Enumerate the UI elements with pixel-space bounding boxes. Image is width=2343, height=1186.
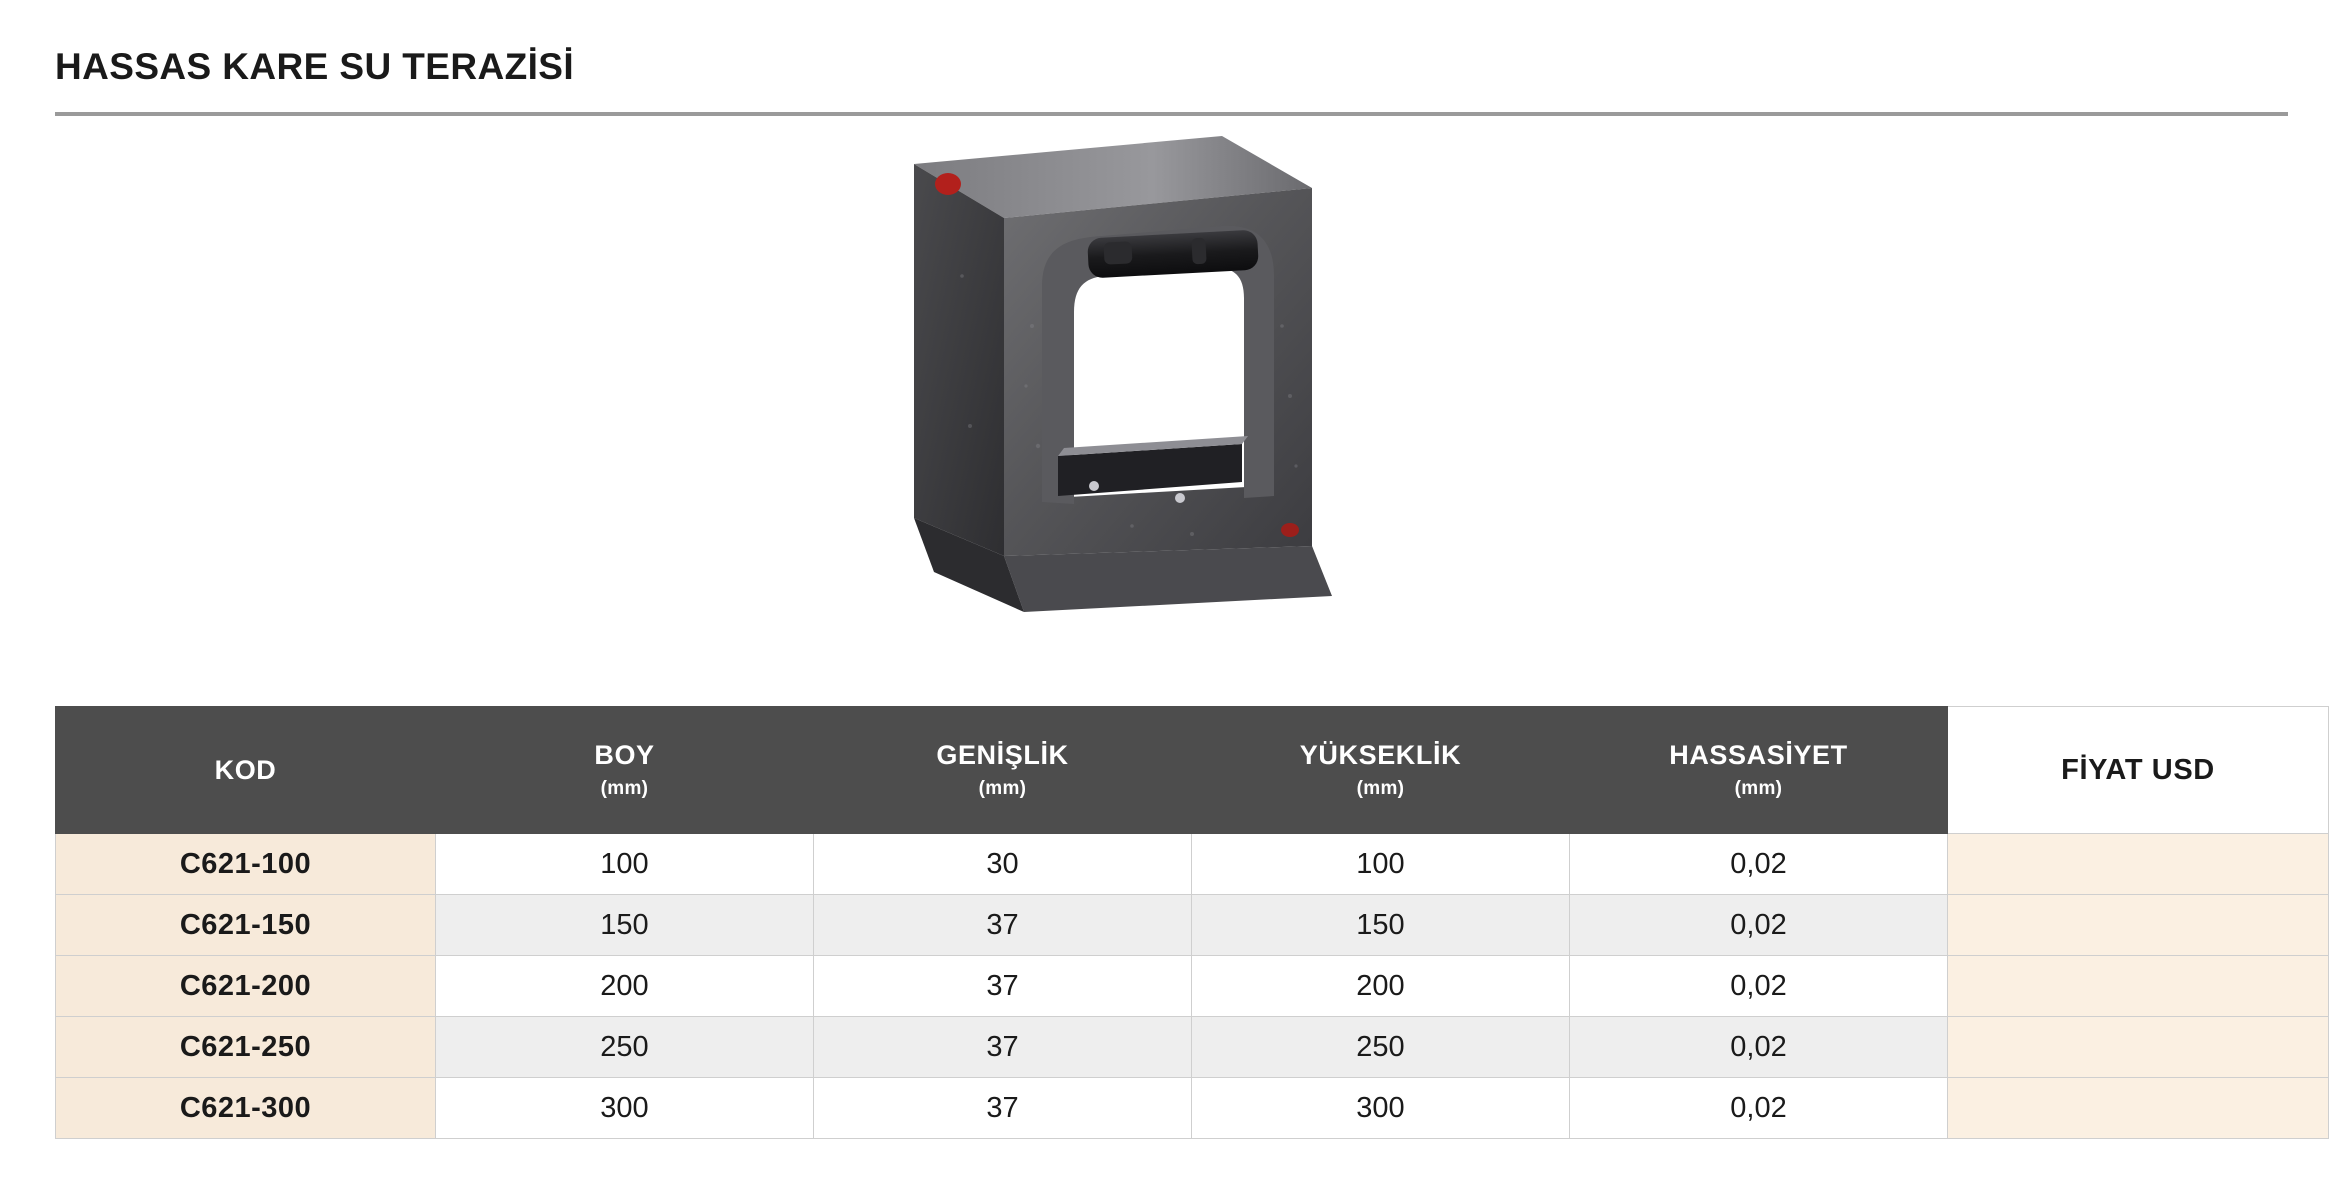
cell-fiyat[interactable]: [1948, 1017, 2329, 1078]
column-header-yukseklik-unit: (mm): [1356, 778, 1405, 800]
table-body: [56, 834, 2329, 1139]
cell-hassasiyet: 0,02: [1570, 1078, 1948, 1139]
cell-kod: C621-300: [56, 1078, 436, 1139]
cell-fiyat[interactable]: [1948, 1078, 2329, 1139]
cell-yukseklik: 200: [1192, 956, 1570, 1017]
column-header-fiyat: [1948, 707, 2329, 834]
cell-fiyat[interactable]: [1948, 956, 2329, 1017]
cell-boy: 250: [436, 1017, 814, 1078]
cell-yukseklik: 150: [1192, 895, 1570, 956]
cell-yukseklik: 300: [1192, 1078, 1570, 1139]
cell-genislik: 37: [814, 895, 1192, 956]
cell-genislik: 30: [814, 834, 1192, 895]
cell-kod: C621-200: [56, 956, 436, 1017]
column-header-boy: [436, 707, 814, 834]
cell-hassasiyet: 0,02: [1570, 956, 1948, 1017]
column-header-genislik-label: GENİŞLİK: [936, 740, 1069, 771]
column-header-yukseklik-label: YÜKSEKLİK: [1299, 740, 1462, 771]
cell-fiyat[interactable]: [1948, 834, 2329, 895]
table-header: [56, 707, 2329, 834]
page-title: HASSAS KARE SU TERAZİSİ: [55, 45, 575, 87]
cell-genislik: 37: [814, 956, 1192, 1017]
column-header-genislik: [814, 707, 1192, 834]
product-image: [55, 116, 2288, 696]
cell-boy: 150: [436, 895, 814, 956]
cell-kod: C621-250: [56, 1017, 436, 1078]
table-row: [56, 1017, 2329, 1078]
column-header-genislik-unit: (mm): [978, 778, 1027, 800]
table-row: [56, 895, 2329, 956]
table-row: [56, 956, 2329, 1017]
specifications-table: [55, 706, 2329, 1139]
cell-boy: 100: [436, 834, 814, 895]
table-row: [56, 834, 2329, 895]
cell-boy: 200: [436, 956, 814, 1017]
cell-hassasiyet: 0,02: [1570, 895, 1948, 956]
cell-genislik: 37: [814, 1017, 1192, 1078]
cell-fiyat[interactable]: [1948, 895, 2329, 956]
column-header-kod: [56, 707, 436, 834]
square-spirit-level-icon: [892, 126, 1452, 686]
catalog-page: [0, 25, 2343, 1186]
cell-genislik: 37: [814, 1078, 1192, 1139]
cell-yukseklik: 250: [1192, 1017, 1570, 1078]
cell-yukseklik: 100: [1192, 834, 1570, 895]
cell-kod: C621-100: [56, 834, 436, 895]
column-header-yukseklik: [1192, 707, 1570, 834]
table-header-row: [56, 707, 2329, 834]
column-header-hassasiyet-label: HASSASİYET: [1669, 740, 1848, 771]
column-header-hassasiyet: [1570, 707, 1948, 834]
cell-boy: 300: [436, 1078, 814, 1139]
cell-hassasiyet: 0,02: [1570, 834, 1948, 895]
column-header-boy-label: BOY: [594, 740, 655, 771]
column-header-kod-label: KOD: [214, 754, 277, 785]
column-header-hassasiyet-unit: (mm): [1734, 778, 1783, 800]
table-row: [56, 1078, 2329, 1139]
cell-hassasiyet: 0,02: [1570, 1017, 1948, 1078]
column-header-fiyat-label: FİYAT USD: [2061, 753, 2215, 786]
column-header-boy-unit: (mm): [600, 778, 649, 800]
cell-kod: C621-150: [56, 895, 436, 956]
